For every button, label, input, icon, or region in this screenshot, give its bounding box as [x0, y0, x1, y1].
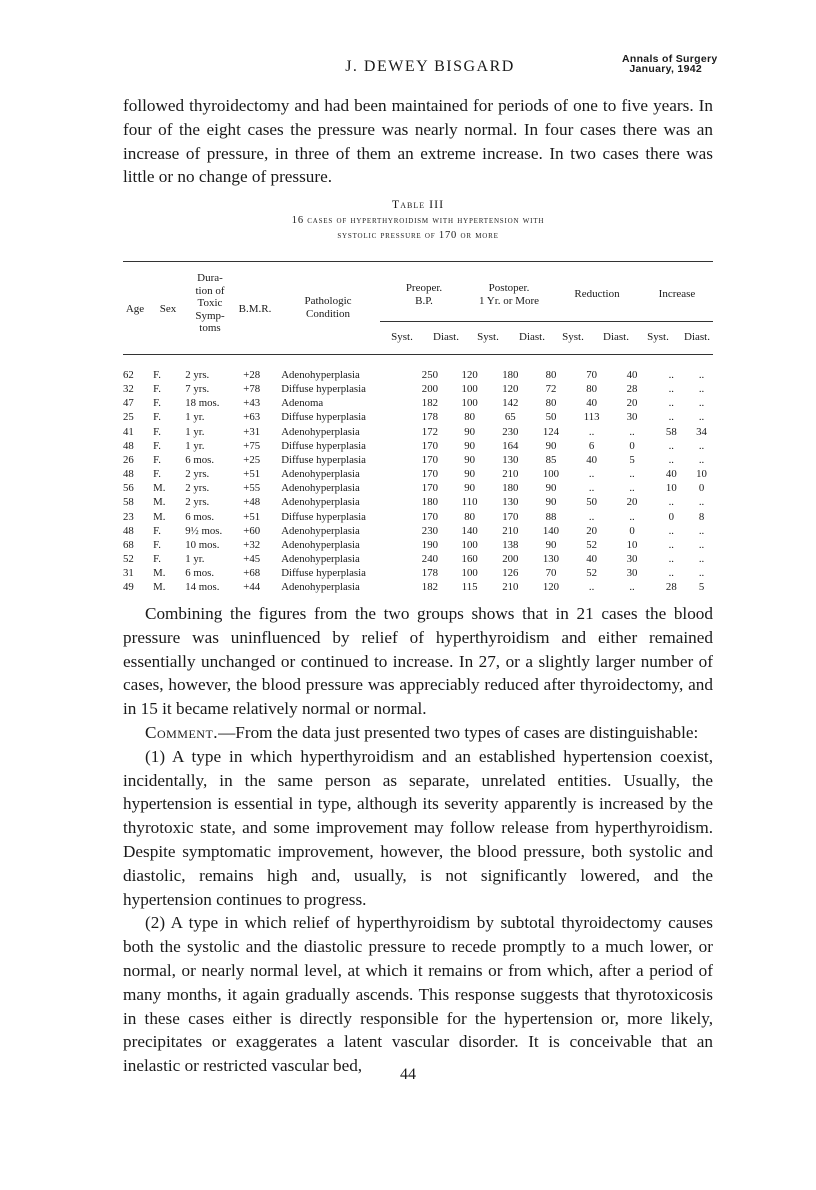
increase-syst-cell: .. — [668, 411, 675, 424]
increase-syst-cell: .. — [668, 397, 675, 410]
postoper-diast-cell: 90 — [545, 439, 557, 452]
increase-diast-cell: .. — [698, 496, 705, 509]
preoper-syst-cell: 172 — [421, 425, 438, 438]
duration-cell: 1 yr. — [185, 553, 205, 566]
sex-cell: F. — [153, 538, 161, 551]
preoper-diast-cell: 90 — [464, 453, 476, 466]
increase-syst-cell: .. — [668, 383, 675, 396]
age-cell: 26 — [123, 453, 134, 466]
age-cell: 48 — [123, 524, 134, 537]
col-header-postoper-syst: Syst. — [477, 331, 499, 343]
col-header-duration: Dura- tion of Toxic Symp- toms — [195, 272, 225, 334]
postoper-diast-cell: 130 — [542, 553, 560, 566]
age-cell: 48 — [123, 439, 134, 452]
increase-syst-cell: 58 — [665, 425, 677, 438]
age-cell: 32 — [123, 383, 134, 396]
age-cell: 62 — [123, 369, 134, 381]
sex-cell: M. — [153, 496, 166, 509]
table-row — [123, 524, 713, 538]
duration-cell: 1 yr. — [185, 439, 205, 452]
preoper-diast-cell: 100 — [461, 538, 478, 551]
reduction-diast-cell: .. — [629, 468, 635, 481]
pathologic-condition-cell: Adenohyperplasia — [281, 553, 360, 566]
increase-diast-cell: .. — [698, 411, 705, 424]
postoper-syst-cell: 170 — [502, 510, 519, 523]
sex-cell: F. — [153, 369, 161, 381]
postoper-diast-cell: 50 — [545, 411, 557, 424]
postoper-syst-cell: 120 — [502, 383, 519, 396]
reduction-syst-cell: 52 — [586, 567, 598, 580]
postoper-diast-cell: 80 — [545, 369, 557, 381]
col-header-preoper: Preoper. B.P. — [405, 282, 443, 307]
postoper-diast-cell: 80 — [545, 397, 557, 410]
increase-syst-cell: .. — [668, 553, 675, 566]
pathologic-condition-cell: Adenohyperplasia — [281, 482, 360, 495]
preoper-diast-cell: 90 — [464, 439, 476, 452]
sex-cell: M. — [153, 581, 166, 594]
preoper-syst-cell: 170 — [421, 510, 438, 523]
bmr-cell: +43 — [243, 397, 261, 410]
age-cell: 25 — [123, 411, 134, 424]
bmr-cell: +68 — [243, 567, 261, 580]
col-header-increase: Increase — [658, 288, 696, 300]
age-cell: 56 — [123, 482, 134, 495]
increase-syst-cell: .. — [668, 567, 675, 580]
pathologic-condition-cell: Diffuse hyperplasia — [281, 453, 366, 466]
postoper-diast-cell: 90 — [545, 496, 557, 509]
sex-cell: F. — [153, 524, 161, 537]
reduction-syst-cell: 80 — [586, 383, 598, 396]
preoper-syst-cell: 170 — [421, 482, 438, 495]
increase-diast-cell: .. — [698, 567, 705, 580]
duration-cell: 6 mos. — [185, 567, 215, 580]
preoper-syst-cell: 178 — [421, 567, 438, 580]
postoper-syst-cell: 210 — [502, 581, 519, 594]
preoper-syst-cell: 200 — [421, 383, 438, 396]
preoper-syst-cell: 240 — [421, 553, 438, 566]
intro-section — [123, 94, 713, 189]
increase-diast-cell: 5 — [698, 581, 705, 594]
reduction-diast-cell: .. — [629, 425, 635, 438]
age-cell: 58 — [123, 496, 134, 509]
postoper-diast-cell: 140 — [542, 524, 560, 537]
age-cell: 68 — [123, 538, 134, 551]
table-label: Table III — [391, 197, 445, 211]
col-header-increase-diast: Diast. — [684, 331, 710, 343]
postoper-syst-cell: 210 — [502, 524, 519, 537]
reduction-syst-cell: .. — [588, 510, 595, 523]
sex-cell: F. — [153, 453, 161, 466]
pathologic-condition-cell: Diffuse hyperplasia — [281, 567, 366, 580]
increase-diast-cell: .. — [698, 553, 705, 566]
increase-diast-cell: 0 — [698, 482, 705, 495]
table-caption — [200, 213, 636, 243]
age-cell: 23 — [123, 510, 134, 523]
increase-diast-cell: .. — [698, 369, 705, 381]
duration-cell: 1 yr. — [185, 425, 205, 438]
duration-cell: 7 yrs. — [185, 383, 210, 396]
duration-cell: 6 mos. — [185, 453, 215, 466]
duration-cell: 1 yr. — [185, 411, 205, 424]
increase-diast-cell: 8 — [698, 510, 705, 523]
pathologic-condition-cell: Adenohyperplasia — [281, 496, 360, 509]
age-cell: 41 — [123, 425, 134, 438]
age-cell: 49 — [123, 581, 134, 594]
reduction-diast-cell: 30 — [626, 553, 638, 566]
col-header-bmr: B.M.R. — [238, 303, 272, 315]
col-header-age: Age — [125, 303, 145, 315]
reduction-diast-cell: .. — [629, 482, 635, 495]
table-row — [123, 538, 713, 552]
col-header-postoper: Postoper. 1 Yr. or More — [478, 282, 540, 307]
bmr-cell: +25 — [243, 453, 261, 466]
pathologic-condition-cell: Adenohyperplasia — [281, 425, 360, 438]
intro-paragraph: followed thyroidectomy and had been maintained for periods of one to five years. In four of the eight cases the pressure was nearly normal. In four cases there was an increase of pressure, in three of them an extreme increase. In two cases there was little or no change of pressure. — [123, 96, 713, 187]
increase-syst-cell: 0 — [668, 510, 675, 523]
sex-cell: M. — [153, 567, 166, 580]
age-cell: 52 — [123, 553, 134, 566]
increase-diast-cell: 10 — [696, 468, 707, 481]
table-row — [123, 453, 713, 467]
bmr-cell: +60 — [243, 524, 261, 537]
reduction-diast-cell: 5 — [629, 453, 635, 466]
reduction-diast-cell: 20 — [626, 397, 638, 410]
duration-cell: 2 yrs. — [185, 369, 210, 381]
postoper-diast-cell: 100 — [542, 468, 560, 481]
preoper-syst-cell: 178 — [421, 411, 438, 424]
preoper-diast-cell: 120 — [461, 369, 478, 381]
preoper-diast-cell: 100 — [461, 397, 478, 410]
preoper-syst-cell: 182 — [421, 581, 438, 594]
increase-syst-cell: 10 — [665, 482, 677, 495]
reduction-syst-cell: .. — [588, 581, 595, 594]
col-header-postoper-diast: Diast. — [519, 331, 545, 343]
duration-cell: 2 yrs. — [185, 482, 210, 495]
preoper-syst-cell: 182 — [421, 397, 438, 410]
postoper-diast-cell: 90 — [545, 538, 557, 551]
journal-date: January, 1942 — [629, 63, 702, 75]
duration-cell: 9½ mos. — [185, 524, 223, 537]
reduction-syst-cell: 40 — [586, 397, 598, 410]
postoper-syst-cell: 180 — [502, 482, 519, 495]
table-row — [123, 410, 713, 424]
bmr-cell: +45 — [243, 553, 261, 566]
preoper-diast-cell: 160 — [461, 553, 478, 566]
increase-diast-cell: .. — [698, 524, 705, 537]
comment-text: —From the data just presented two types of cases are distinguishable: — [218, 722, 699, 742]
increase-diast-cell: .. — [698, 397, 705, 410]
duration-cell: 10 mos. — [185, 538, 220, 551]
postoper-syst-cell: 130 — [502, 496, 519, 509]
bmr-cell: +63 — [243, 411, 261, 424]
reduction-syst-cell: .. — [588, 468, 595, 481]
duration-cell: 14 mos. — [185, 581, 220, 594]
duration-cell: 18 mos. — [185, 397, 220, 410]
reduction-syst-cell: 70 — [586, 369, 598, 381]
bmr-cell: +28 — [243, 369, 261, 381]
preoper-diast-cell: 80 — [464, 510, 476, 523]
preoper-syst-cell: 170 — [421, 453, 438, 466]
pathologic-condition-cell: Adenohyperplasia — [281, 468, 360, 481]
col-header-reduction: Reduction — [574, 288, 620, 300]
postoper-diast-cell: 124 — [542, 425, 560, 438]
reduction-syst-cell: 113 — [583, 411, 600, 424]
increase-diast-cell: .. — [698, 383, 705, 396]
body-section — [123, 602, 713, 1078]
increase-diast-cell: .. — [698, 439, 705, 452]
postoper-syst-cell: 210 — [502, 468, 519, 481]
reduction-diast-cell: 0 — [629, 439, 635, 452]
reduction-diast-cell: .. — [629, 581, 635, 594]
reduction-diast-cell: 10 — [626, 538, 638, 551]
reduction-syst-cell: 50 — [586, 496, 598, 509]
col-header-preoper-diast: Diast. — [433, 331, 459, 343]
table-row — [123, 580, 713, 594]
bmr-cell: +78 — [243, 383, 261, 396]
postoper-diast-cell: 70 — [545, 567, 557, 580]
reduction-syst-cell: 52 — [586, 538, 598, 551]
pathologic-condition-cell: Adenohyperplasia — [281, 581, 360, 594]
increase-syst-cell: .. — [668, 496, 675, 509]
table-row — [123, 396, 713, 410]
col-header-reduction-diast: Diast. — [603, 331, 629, 343]
postoper-syst-cell: 230 — [502, 425, 519, 438]
preoper-syst-cell: 180 — [421, 496, 438, 509]
preoper-diast-cell: 140 — [461, 524, 478, 537]
pathologic-condition-cell: Diffuse hyperplasia — [281, 510, 366, 523]
sex-cell: F. — [153, 439, 161, 452]
reduction-diast-cell: .. — [629, 510, 635, 523]
bmr-cell: +51 — [243, 468, 261, 481]
postoper-syst-cell: 142 — [502, 397, 519, 410]
preoper-diast-cell: 90 — [464, 482, 476, 495]
pathologic-condition-cell: Diffuse hyperplasia — [281, 411, 366, 424]
increase-syst-cell: .. — [668, 369, 675, 381]
table-header-bottom-rule — [123, 354, 713, 355]
preoper-syst-cell: 170 — [421, 468, 438, 481]
preoper-syst-cell: 230 — [421, 524, 438, 537]
preoper-syst-cell: 190 — [421, 538, 438, 551]
running-head-author: J. DEWEY BISGARD — [345, 58, 515, 75]
reduction-diast-cell: 30 — [626, 567, 638, 580]
pathologic-condition-cell: Adenohyperplasia — [281, 524, 360, 537]
preoper-syst-cell: 250 — [421, 369, 438, 381]
postoper-syst-cell: 138 — [502, 538, 519, 551]
pathologic-condition-cell: Adenohyperplasia — [281, 538, 360, 551]
reduction-syst-cell: 40 — [586, 553, 598, 566]
reduction-diast-cell: 30 — [626, 411, 638, 424]
increase-syst-cell: .. — [668, 453, 675, 466]
increase-syst-cell: .. — [668, 538, 675, 551]
running-head-journal — [622, 53, 718, 75]
increase-diast-cell: 34 — [696, 425, 707, 438]
preoper-diast-cell: 115 — [461, 581, 478, 594]
postoper-diast-cell: 88 — [545, 510, 557, 523]
postoper-syst-cell: 164 — [502, 439, 519, 452]
col-header-increase-syst: Syst. — [647, 331, 669, 343]
postoper-diast-cell: 72 — [545, 383, 557, 396]
hypertension-data-table — [123, 368, 713, 595]
journal-name: Annals of Surgery — [622, 53, 718, 65]
postoper-syst-cell: 130 — [502, 453, 519, 466]
reduction-syst-cell: 20 — [586, 524, 598, 537]
postoper-syst-cell: 180 — [502, 369, 519, 381]
sex-cell: M. — [153, 482, 166, 495]
preoper-diast-cell: 90 — [464, 468, 476, 481]
table-row — [123, 439, 713, 453]
bmr-cell: +31 — [243, 425, 261, 438]
age-cell: 31 — [123, 567, 134, 580]
page-number: 44 — [400, 1066, 416, 1083]
postoper-diast-cell: 85 — [545, 453, 557, 466]
postoper-syst-cell: 200 — [502, 553, 519, 566]
sex-cell: F. — [153, 383, 161, 396]
col-header-pathologic: Pathologic Condition — [304, 295, 352, 320]
increase-diast-cell: .. — [698, 453, 705, 466]
table-row — [123, 495, 713, 509]
pathologic-condition-cell: Diffuse hyperplasia — [281, 439, 366, 452]
table-row — [123, 382, 713, 396]
col-header-sex: Sex — [159, 303, 177, 315]
increase-syst-cell: .. — [668, 524, 675, 537]
sex-cell: F. — [153, 397, 161, 410]
bmr-cell: +55 — [243, 482, 261, 495]
postoper-diast-cell: 120 — [542, 581, 560, 594]
sex-cell: F. — [153, 553, 161, 566]
age-cell: 47 — [123, 397, 134, 410]
pathologic-condition-cell: Adenoma — [281, 397, 324, 410]
postoper-diast-cell: 90 — [545, 482, 557, 495]
postoper-syst-cell: 65 — [504, 411, 516, 424]
increase-syst-cell: .. — [668, 439, 675, 452]
type-1-paragraph: (1) A type in which hyperthyroidism and an established hypertension coexist, incidentally, in the same person as separate, unrelated entities. Usually, the hypertension is essential in type, although its severity apparently is increased by the thyrotoxic state, and some improvement may follow release from hyperthyroidism. Despite symptomatic improvement, however, the blood pressure, both systolic and diastolic, remains high and, usually, is not significantly lowered, and the hypertension continues to progress. — [123, 746, 713, 909]
bmr-cell: +32 — [243, 538, 261, 551]
reduction-syst-cell: .. — [588, 482, 595, 495]
bmr-cell: +44 — [243, 581, 261, 594]
combining-paragraph: Combining the figures from the two groups shows that in 21 cases the blood pressure was uninfluenced by relief of hyperthyroidism and either remained essentially unchanged or continued to increase. In 27, or a slightly larger number of cases, however, the blood pressure was appreciably reduced after thyroidectomy, and in 15 it became relatively normal or normal. — [123, 604, 713, 719]
reduction-diast-cell: 20 — [626, 496, 638, 509]
age-cell: 48 — [123, 468, 134, 481]
preoper-diast-cell: 90 — [464, 425, 476, 438]
pathologic-condition-cell: Diffuse hyperplasia — [281, 383, 366, 396]
increase-syst-cell: 28 — [665, 581, 677, 594]
bmr-cell: +75 — [243, 439, 261, 452]
table-row — [123, 510, 713, 524]
table-row — [123, 368, 713, 382]
postoper-syst-cell: 126 — [502, 567, 519, 580]
type-2-paragraph: (2) A type in which relief of hyperthyroidism by subtotal thyroidectomy causes both the systolic and the diastolic pressure to recede promptly to a much lower, or normal, or nearly normal level, at which it remains or from which, after a period of many months, it again gradually ascends. This response suggests that thyrotoxicosis in these cases either is directly responsible for the hypertension or, more likely, precipitates or exaggerates a latent vascular disorder. It is conceivable that an inelastic or restricted vascular bed, — [123, 913, 713, 1076]
table-row — [123, 467, 713, 481]
bmr-cell: +51 — [243, 510, 261, 523]
sex-cell: F. — [153, 411, 161, 424]
preoper-diast-cell: 80 — [464, 411, 476, 424]
duration-cell: 6 mos. — [185, 510, 215, 523]
reduction-diast-cell: 28 — [626, 383, 638, 396]
reduction-syst-cell: 40 — [586, 453, 598, 466]
comment-heading: Comment. — [145, 722, 219, 742]
col-header-reduction-syst: Syst. — [562, 331, 584, 343]
preoper-diast-cell: 100 — [461, 383, 478, 396]
preoper-diast-cell: 110 — [461, 496, 478, 509]
table-caption-line-1: 16 cases of hyperthyroidism with hypertension with — [291, 215, 545, 226]
pathologic-condition-cell: Adenohyperplasia — [281, 369, 360, 381]
preoper-syst-cell: 170 — [421, 439, 438, 452]
table-sub-rule — [380, 321, 713, 322]
increase-syst-cell: 40 — [665, 468, 677, 481]
comment-paragraph — [123, 721, 713, 745]
table-row — [123, 481, 713, 495]
table-row — [123, 425, 713, 439]
reduction-syst-cell: .. — [588, 425, 595, 438]
reduction-diast-cell: 0 — [629, 524, 635, 537]
reduction-diast-cell: 40 — [626, 369, 638, 381]
duration-cell: 2 yrs. — [185, 468, 210, 481]
table-top-rule — [123, 261, 713, 262]
sex-cell: F. — [153, 468, 161, 481]
preoper-diast-cell: 100 — [461, 567, 478, 580]
table-row — [123, 566, 713, 580]
sex-cell: F. — [153, 425, 161, 438]
bmr-cell: +48 — [243, 496, 261, 509]
increase-diast-cell: .. — [698, 538, 705, 551]
table-caption-line-2: systolic pressure of 170 or more — [337, 230, 499, 241]
table-row — [123, 552, 713, 566]
reduction-syst-cell: 6 — [588, 439, 595, 452]
sex-cell: M. — [153, 510, 166, 523]
duration-cell: 2 yrs. — [185, 496, 210, 509]
col-header-preoper-syst: Syst. — [391, 331, 413, 343]
